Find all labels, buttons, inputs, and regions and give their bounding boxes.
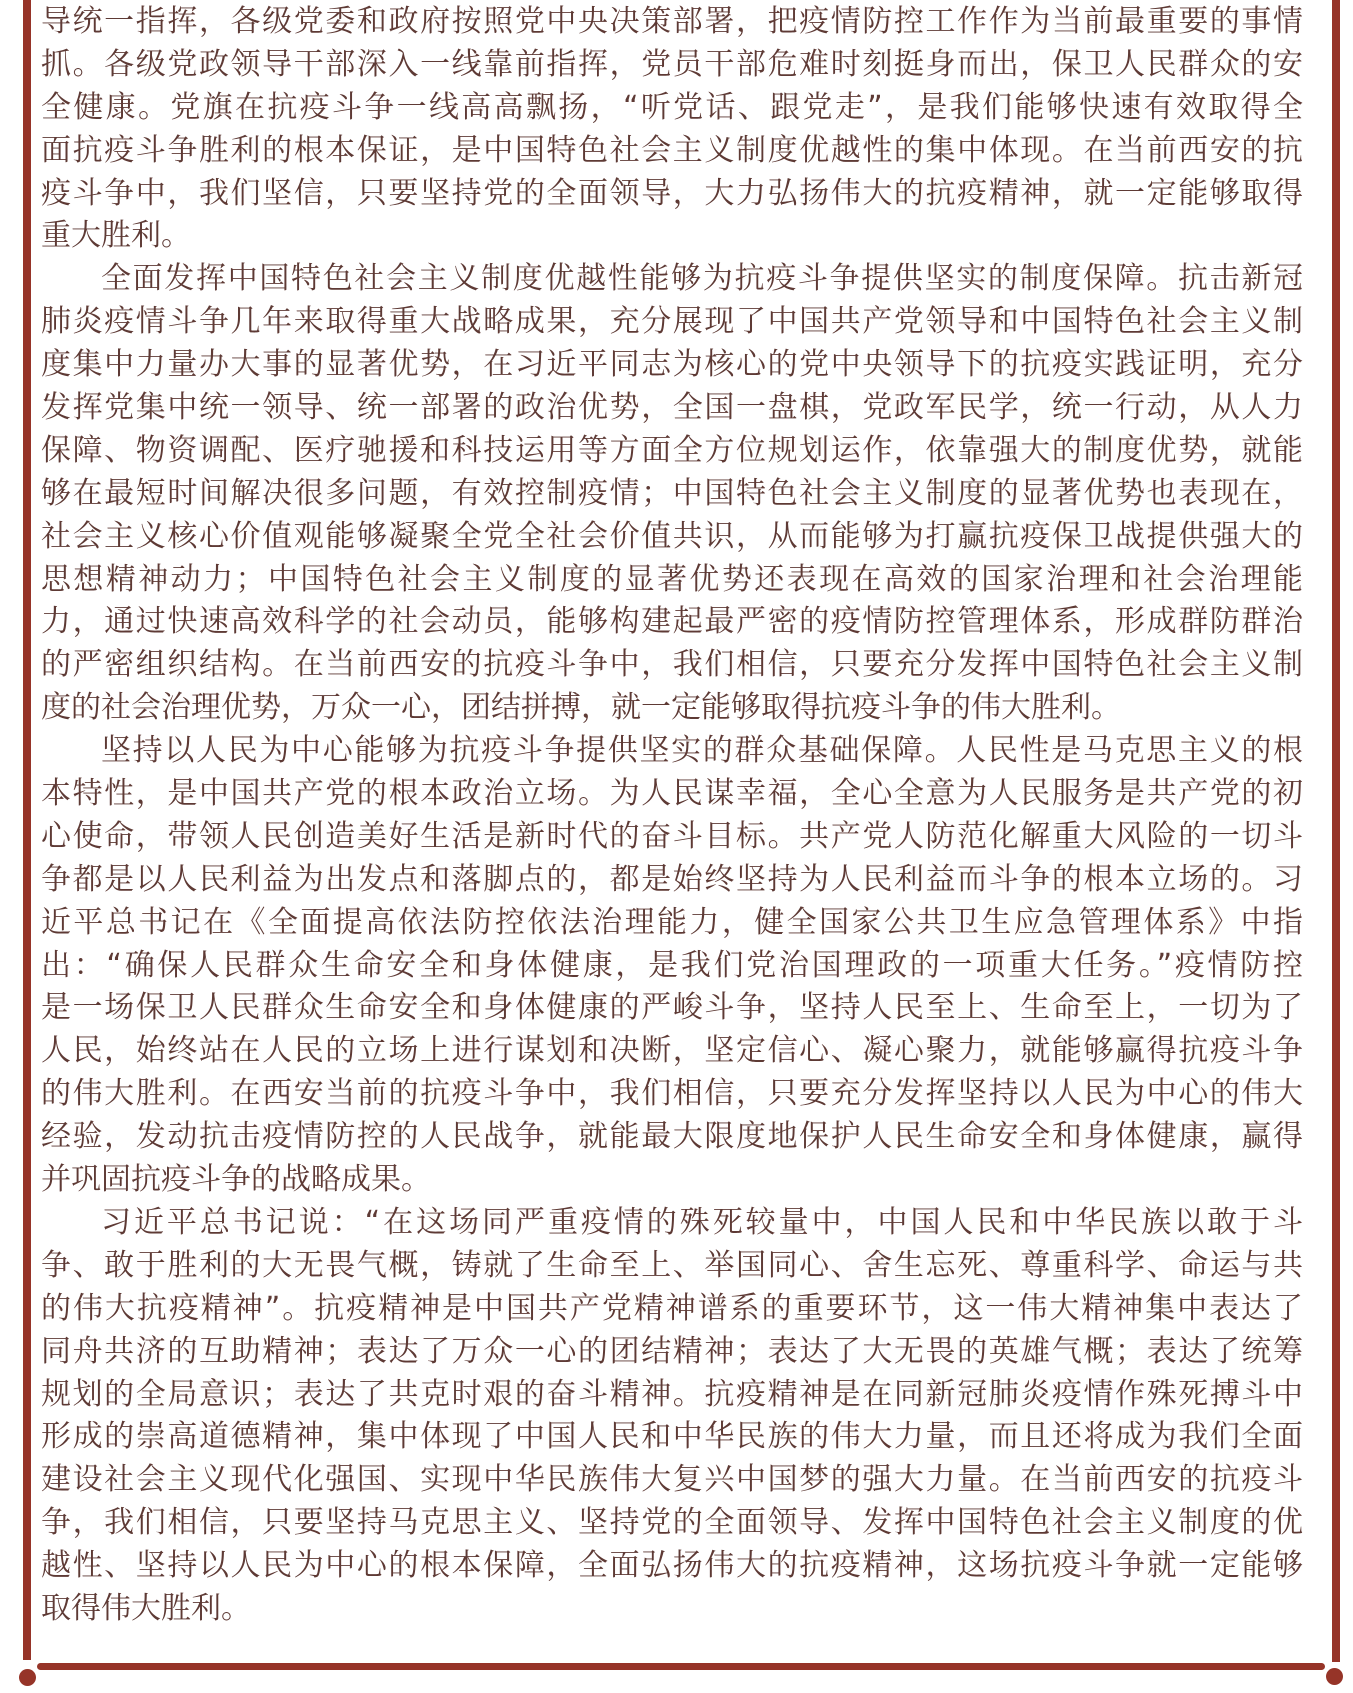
text-line: 并巩固抗疫斗争的战略成果。 <box>41 1162 431 1198</box>
left-border-bar <box>23 0 31 1660</box>
text-line: 的伟大胜利。在西安当前的抗疫斗争中，我们相信，只要充分发挥坚持以人民为中心的伟大 <box>41 1076 1303 1112</box>
text-line: 建设社会主义现代化强国、实现中华民族伟大复兴中国梦的强大力量。在当前西安的抗疫斗 <box>41 1462 1303 1498</box>
text-line: 近平总书记在《全面提高依法防控依法治理能力，健全国家公共卫生应急管理体系》中指 <box>41 904 1303 940</box>
text-line: 取得伟大胜利。 <box>41 1590 251 1626</box>
text-line: 是一场保卫人民群众生命安全和身体健康的严峻斗争，坚持人民至上、生命至上，一切为了 <box>41 990 1303 1026</box>
text-line: 度的社会治理优势，万众一心，团结拼搏，就一定能够取得抗疫斗争的伟大胜利。 <box>41 690 1121 726</box>
text-line: 导统一指挥，各级党委和政府按照党中央决策部署，把疫情防控工作作为当前最重要的事情 <box>41 4 1303 39</box>
article-body <box>41 1 1303 1631</box>
text-line: 全健康。党旗在抗疫斗争一线高高飘扬，“听党话、跟党走”，是我们能够快速有效取得全 <box>41 89 1303 125</box>
text-line: 争都是以人民利益为出发点和落脚点的，都是始终坚持为人民利益而斗争的根本立场的。习 <box>41 861 1303 897</box>
text-line: 本特性，是中国共产党的根本政治立场。为人民谋幸福，全心全意为人民服务是共产党的初 <box>41 776 1303 812</box>
text-line: 越性、坚持以人民为中心的根本保障，全面弘扬伟大的抗疫精神，这场抗疫斗争就一定能够 <box>41 1548 1303 1584</box>
right-border-bar <box>1332 0 1340 1662</box>
text-line: 社会主义核心价值观能够凝聚全党全社会价值共识，从而能够为打赢抗疫保卫战提供强大的 <box>41 518 1303 554</box>
text-line: 心使命，带领人民创造美好生活是新时代的奋斗目标。共产党人防范化解重大风险的一切斗 <box>41 818 1303 854</box>
text-line: 面抗疫斗争胜利的根本保证，是中国特色社会主义制度优越性的集中体现。在当前西安的抗 <box>41 132 1303 168</box>
text-line: 人民，始终站在人民的立场上进行谋划和决断，坚定信心、凝心聚力，就能够赢得抗疫斗争 <box>41 1033 1303 1069</box>
text-line: 重大胜利。 <box>41 218 191 254</box>
bottom-border-line <box>37 1663 1325 1670</box>
text-line: 全面发挥中国特色社会主义制度优越性能够为抗疫斗争提供坚实的制度保障。抗击新冠 <box>101 261 1303 297</box>
text-line: 习近平总书记说：“在这场同严重疫情的殊死较量中，中国人民和中华民族以敢于斗 <box>101 1204 1303 1240</box>
text-line: 肺炎疫情斗争几年来取得重大战略成果，充分展现了中国共产党领导和中国特色社会主义制 <box>41 304 1303 340</box>
bottom-right-corner-dot <box>1326 1668 1343 1685</box>
text-line: 抓。各级党政领导干部深入一线靠前指挥，党员干部危难时刻挺身而出，保卫人民群众的安 <box>41 46 1303 82</box>
text-line: 思想精神动力；中国特色社会主义制度的显著优势还表现在高效的国家治理和社会治理能 <box>41 561 1303 597</box>
text-line: 出：“确保人民群众生命安全和身体健康，是我们党治国理政的一项重大任务。”疫情防控 <box>41 947 1303 983</box>
text-line: 同舟共济的互助精神；表达了万众一心的团结精神；表达了大无畏的英雄气概；表达了统筹 <box>41 1333 1303 1369</box>
text-line: 力，通过快速高效科学的社会动员，能够构建起最严密的疫情防控管理体系，形成群防群治 <box>41 604 1303 640</box>
text-line: 够在最短时间解决很多问题，有效控制疫情；中国特色社会主义制度的显著优势也表现在， <box>41 475 1303 511</box>
text-line: 规划的全局意识；表达了共克时艰的奋斗精神。抗疫精神是在同新冠肺炎疫情作殊死搏斗中 <box>41 1376 1303 1412</box>
text-line: 的严密组织结构。在当前西安的抗疫斗争中，我们相信，只要充分发挥中国特色社会主义制 <box>41 647 1303 683</box>
text-line: 发挥党集中统一领导、统一部署的政治优势，全国一盘棋，党政军民学，统一行动，从人力 <box>41 390 1303 426</box>
text-line: 争，我们相信，只要坚持马克思主义、坚持党的全面领导、发挥中国特色社会主义制度的优 <box>41 1505 1303 1541</box>
text-line: 度集中力量办大事的显著优势，在习近平同志为核心的党中央领导下的抗疫实践证明，充分 <box>41 347 1303 383</box>
text-line: 疫斗争中，我们坚信，只要坚持党的全面领导，大力弘扬伟大的抗疫精神，就一定能够取得 <box>41 175 1303 211</box>
text-line: 争、敢于胜利的大无畏气概，铸就了生命至上、举国同心、舍生忘死、尊重科学、命运与共 <box>41 1247 1303 1283</box>
text-line: 形成的崇高道德精神，集中体现了中国人民和中华民族的伟大力量，而且还将成为我们全面 <box>41 1419 1303 1455</box>
text-line: 保障、物资调配、医疗驰援和科技运用等方面全方位规划运作，依靠强大的制度优势，就能 <box>41 432 1303 468</box>
bottom-left-corner-dot <box>19 1669 36 1686</box>
text-line: 坚持以人民为中心能够为抗疫斗争提供坚实的群众基础保障。人民性是马克思主义的根 <box>101 733 1303 769</box>
text-line: 经验，发动抗击疫情防控的人民战争，就能最大限度地保护人民生命安全和身体健康，赢得 <box>41 1119 1303 1155</box>
text-line: 的伟大抗疫精神”。抗疫精神是中国共产党精神谱系的重要环节，这一伟大精神集中表达了 <box>41 1290 1303 1326</box>
